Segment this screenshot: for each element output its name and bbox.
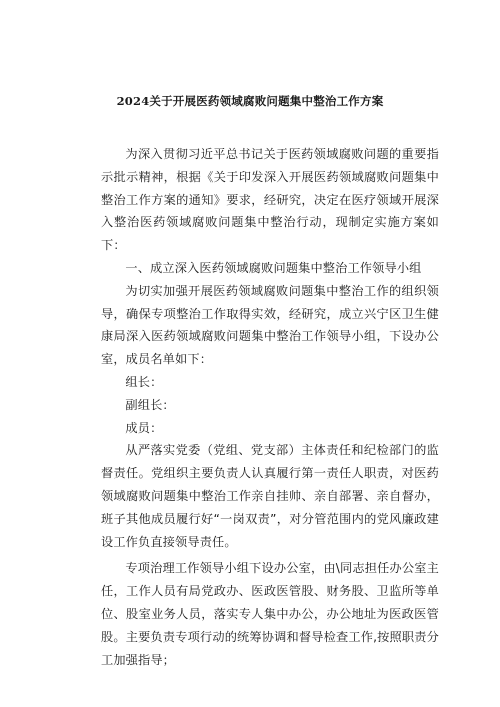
leader-line: 组长： [125, 374, 163, 389]
document-body [101, 143, 439, 671]
section-1-heading: 一、成立深入医药领域腐败问题集中整治工作领导小组 [125, 260, 422, 275]
intro-paragraph: 为深入贯彻习近平总书记关于医药领域腐败问题的重要指示批示精神，根据《关于印发深入开展医药领域腐败问题集中整治工作方案的通知》要求，经研究，决定在医疗领域开展深入整治医药领域腐败问题集中整治行动，现制定实施方案如下： [101, 147, 439, 253]
responsibility-paragraph: 从严落实党委（党组、党支部）主体责任和纪检部门的监督责任。党组织主要负责人认真履行第一责任人职责，对医药领域腐败问题集中整治工作亲自挂帅、亲自部署、亲自督办，班子其他成员履行好“一岗双责”，对分管范围内的党风廉政建设工作负直接领导责任。 [101, 443, 439, 549]
deputy-leader-line: 副组长： [125, 397, 175, 412]
office-paragraph: 专项治理工作领导小组下设办公室，由\同志担任办公室主任，工作人员有局党政办、医政医管股、财务股、卫监所等单位、股室业务人员，落实专人集中办公，办公地址为医政医管股。主要负责专项行动的统筹协调和督导检查工作,按照职责分工加强指导； [101, 561, 439, 667]
document-title: 2024关于开展医药领域腐败问题集中整治工作方案 [116, 94, 384, 108]
members-line: 成员： [125, 420, 163, 435]
section-1-paragraph: 为切实加强开展医药领域腐败问题集中整治工作的组织领导，确保专项整治工作取得实效，经研究，成立兴宁区卫生健康局深入医药领域腐败问题集中整治工作领导小组，下设办公室，成员名单如下： [101, 283, 439, 367]
